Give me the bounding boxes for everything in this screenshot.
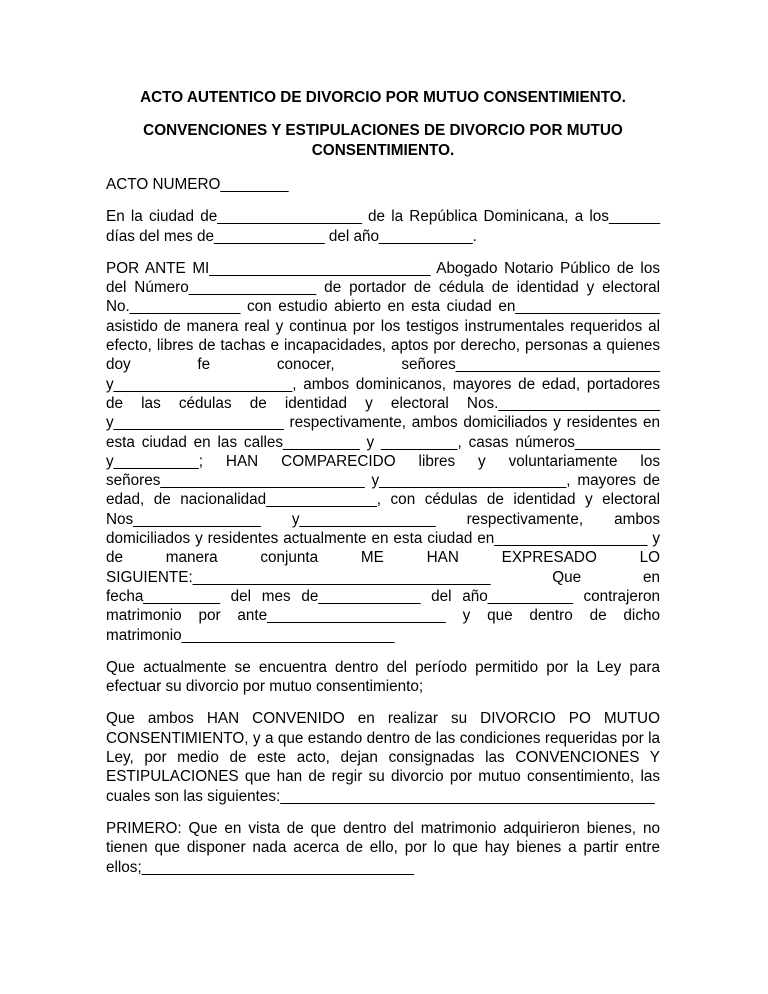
document-page: [106, 88, 660, 890]
paragraph-por-ante: POR ANTE MI__________________________ Abogado Notario Público de los del Número_______________ de portador de cédula de identidad y electoral No._____________ con estudio abierto en esta ciudad en_________________ asistido de manera real y continua por los testigos instrumentales requeridos al efecto, libres de tachas e incapacidades, aptos por derecho, personas a quienes doy fe conocer, señores________________________ y_____________________, ambos dominicanos, mayores de edad, portadores de las cédulas de identidad y electoral Nos.___________________ y____________________ respectivamente, ambos domiciliados y residentes en esta ciudad en las calles_________ y _________, casas números__________ y__________; HAN COMPARECIDO libres y voluntariamente los señores________________________ y______________________, mayores de edad, de nacionalidad_____________, con cédulas de identidad y electoral Nos_______________ y________________ respectivamente, ambos domiciliados y residentes actualmente en esta ciudad en__________________ y de manera conjunta ME HAN EXPRESADO LO SIGUIENTE:___________________________________ Que en fecha_________ del mes de____________ del año__________ contrajeron matrimonio por ante_____________________ y que dentro de dicho matrimonio_________________________: [106, 259, 660, 644]
paragraph-periodo: Que actualmente se encuentra dentro del período permitido por la Ley para efectuar su divorcio por mutuo consentimiento;: [106, 658, 660, 696]
paragraph-ciudad: En la ciudad de_________________ de la República Dominicana, a los______ días del mes de_____________ del año___________.: [106, 208, 660, 245]
acto-numero-line: ACTO NUMERO________: [106, 176, 289, 193]
document-subtitle: CONVENCIONES Y ESTIPULACIONES DE DIVORCIO POR MUTUO CONSENTIMIENTO.: [143, 122, 623, 159]
document-title: ACTO AUTENTICO DE DIVORCIO POR MUTUO CONSENTIMIENTO.: [140, 89, 626, 106]
paragraph-primero: PRIMERO: Que en vista de que dentro del matrimonio adquirieron bienes, no tienen que disponer nada acerca de ello, por lo que hay bienes a partir entre ellos;________________________________: [106, 819, 660, 876]
paragraph-convenido: Que ambos HAN CONVENIDO en realizar su DIVORCIO PO MUTUO CONSENTIMIENTO, y a que estando dentro de las condiciones requeridas por la Ley, por medio de este acto, dejan consignadas las CONVENCIONES Y ESTIPULACIONES que han de regir su divorcio por mutuo consentimiento, las cuales son las siguientes:____________________________________________: [106, 710, 660, 805]
